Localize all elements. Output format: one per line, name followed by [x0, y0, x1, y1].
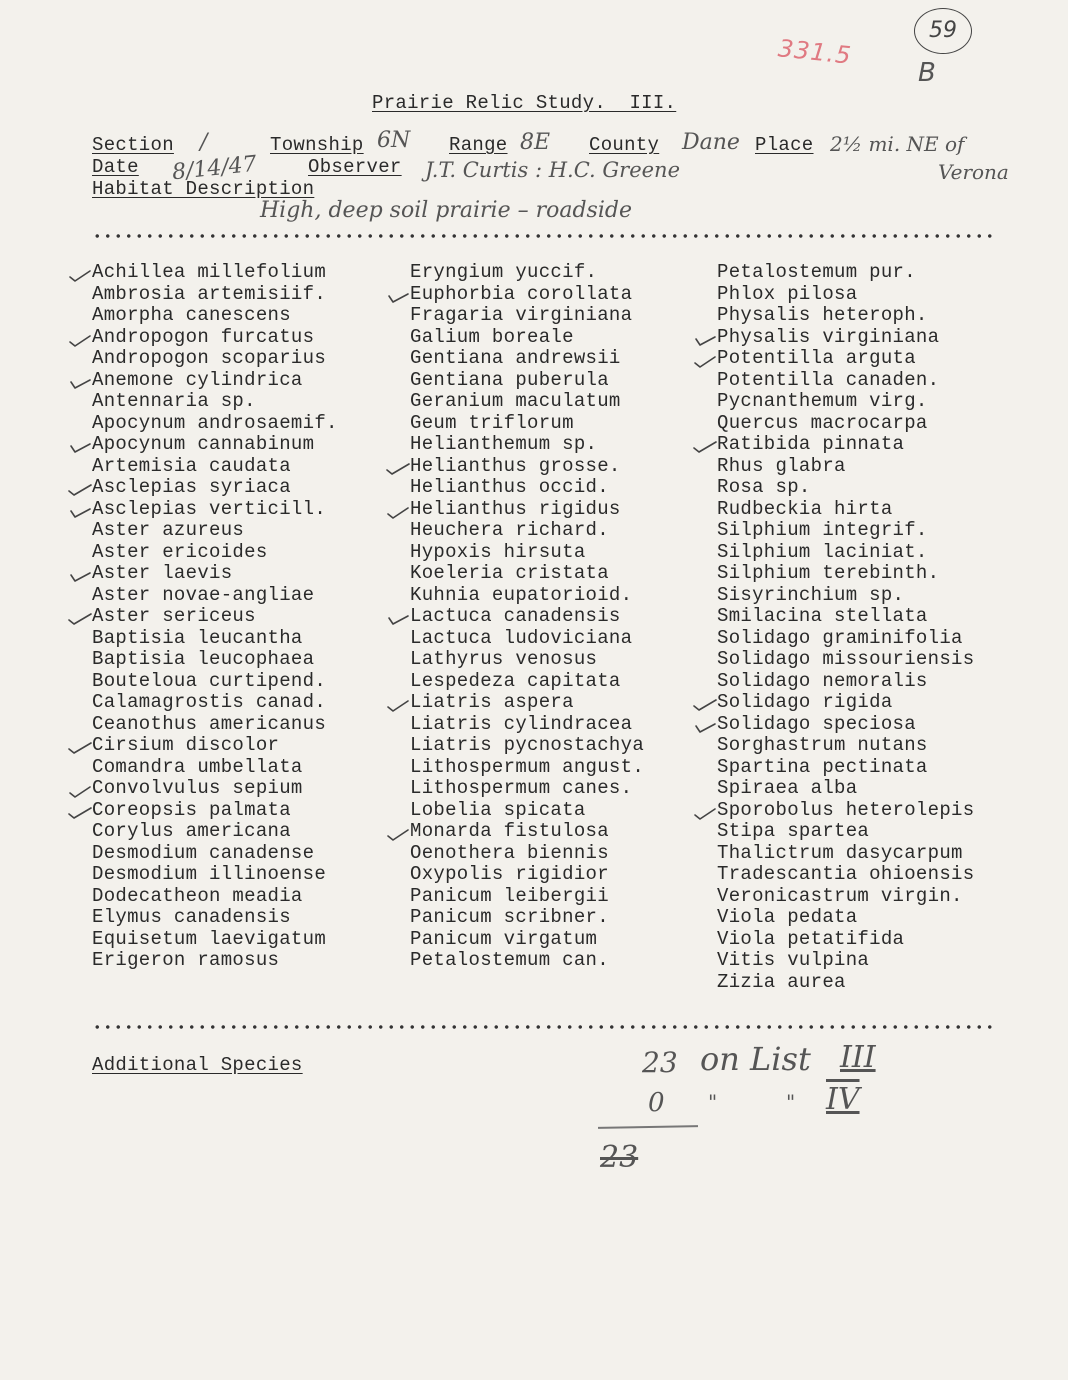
species-name: Apocynum cannabinum	[92, 433, 315, 455]
species-row	[717, 649, 974, 671]
species-row	[410, 628, 644, 650]
species-name: Equisetum laevigatum	[92, 927, 327, 950]
species-name: Eryngium yuccif.	[410, 261, 598, 283]
section-value: /	[200, 130, 208, 155]
checkmark-icon	[693, 714, 717, 735]
species-name: Helianthus occid.	[410, 476, 609, 498]
checkmark-icon	[386, 284, 410, 305]
species-name: Geum triflorum	[410, 411, 574, 434]
species-name: Gentiana andrewsii	[410, 347, 621, 369]
species-name: Helianthus grosse.	[410, 454, 621, 477]
species-row	[717, 950, 974, 972]
species-name: Aster novae-angliae	[92, 583, 315, 606]
species-row	[410, 714, 644, 736]
checkmark-icon	[386, 821, 410, 842]
species-row	[717, 821, 974, 843]
species-name: Solidago missouriensis	[717, 648, 975, 670]
species-name: Ceanothus americanus	[92, 712, 327, 735]
species-name: Erigeron ramosus	[92, 949, 280, 971]
species-row	[410, 671, 644, 693]
ditto-mark-2: "	[786, 1090, 796, 1114]
species-row	[410, 735, 644, 757]
species-name: Panicum virgatum	[410, 927, 598, 950]
species-name: Panicum scribner.	[410, 906, 609, 928]
species-name: Helianthus rigidus	[410, 497, 621, 520]
species-name: Lathyrus venosus	[410, 648, 598, 670]
species-row	[410, 800, 644, 822]
list-three-text: on List	[700, 1040, 811, 1078]
species-row	[92, 391, 338, 413]
species-row	[717, 714, 974, 736]
species-name: Solidago rigida	[717, 691, 893, 713]
species-row	[92, 692, 338, 714]
list-three-number: III	[840, 1040, 876, 1075]
species-name: Lithospermum canes.	[410, 777, 633, 799]
species-row	[410, 843, 644, 865]
section-label: Section	[92, 134, 174, 156]
checkmark-icon	[68, 735, 92, 756]
species-row	[717, 542, 974, 564]
species-row	[410, 262, 644, 284]
species-name: Oenothera biennis	[410, 841, 609, 864]
species-row	[92, 563, 338, 585]
species-name: Phlox pilosa	[717, 282, 858, 305]
checkmark-icon	[68, 262, 92, 283]
total-count: 23	[600, 1140, 639, 1175]
species-row	[717, 456, 974, 478]
species-row	[92, 305, 338, 327]
checkmark-icon	[68, 563, 92, 584]
checkmark-icon	[68, 499, 92, 520]
species-name: Amorpha canescens	[92, 304, 291, 326]
species-name: Tradescantia ohioensis	[717, 863, 975, 885]
list-three-count: 23	[642, 1046, 678, 1079]
species-name: Rosa sp.	[717, 476, 811, 498]
dotted-divider-bottom	[92, 1025, 998, 1029]
list-four-count: 0	[648, 1088, 665, 1118]
species-row	[92, 606, 338, 628]
species-row	[410, 757, 644, 779]
species-name: Smilacina stellata	[717, 605, 928, 627]
species-name: Rudbeckia hirta	[717, 497, 893, 520]
species-row	[92, 477, 338, 499]
species-name: Helianthemum sp.	[410, 433, 598, 455]
species-row	[92, 735, 338, 757]
species-row	[92, 778, 338, 800]
species-row	[92, 413, 338, 435]
species-name: Heuchera richard.	[410, 519, 609, 541]
species-name: Gentiana puberula	[410, 368, 609, 391]
species-name: Hypoxis hirsuta	[410, 540, 586, 563]
place-label: Place	[755, 134, 814, 156]
species-row	[410, 499, 644, 521]
species-row	[717, 606, 974, 628]
species-row	[717, 327, 974, 349]
ditto-mark-1: "	[708, 1090, 718, 1114]
species-row	[717, 477, 974, 499]
species-row	[92, 499, 338, 521]
checkmark-icon	[68, 778, 92, 799]
species-name: Liatris cylindracea	[410, 712, 633, 735]
county-value: Dane	[682, 130, 740, 155]
list-four-number: IV	[826, 1082, 860, 1117]
checkmark-icon	[386, 692, 410, 713]
species-row	[92, 864, 338, 886]
species-name: Dodecatheon meadia	[92, 884, 303, 907]
species-name: Solidago graminifolia	[717, 626, 963, 649]
species-row	[410, 477, 644, 499]
species-row	[92, 800, 338, 822]
observer-value: J.T. Curtis : H.C. Greene	[425, 158, 681, 182]
species-name: Cirsium discolor	[92, 734, 280, 756]
checkmark-icon	[693, 692, 717, 713]
species-name: Lactuca canadensis	[410, 605, 621, 627]
species-row	[92, 348, 338, 370]
checkmark-icon	[386, 606, 410, 627]
species-name: Fragaria virginiana	[410, 304, 633, 326]
species-name: Physalis virginiana	[717, 325, 940, 348]
species-row	[410, 950, 644, 972]
species-row	[92, 628, 338, 650]
species-name: Calamagrostis canad.	[92, 691, 327, 713]
species-name: Galium boreale	[410, 325, 574, 348]
species-row	[410, 520, 644, 542]
species-row	[410, 585, 644, 607]
species-name: Andropogon furcatus	[92, 325, 315, 348]
species-row	[92, 434, 338, 456]
species-row	[717, 735, 974, 757]
species-name: Lespedeza capitata	[410, 669, 621, 692]
species-name: Ratibida pinnata	[717, 433, 905, 455]
species-name: Petalostemum pur.	[717, 261, 916, 283]
species-row	[92, 907, 338, 929]
species-row	[410, 907, 644, 929]
species-column-1	[92, 262, 338, 972]
species-name: Ambrosia artemisiif.	[92, 282, 327, 305]
species-name: Koeleria cristata	[410, 562, 609, 584]
species-name: Spartina pectinata	[717, 755, 928, 778]
species-row	[92, 542, 338, 564]
species-row	[92, 671, 338, 693]
species-name: Corylus americana	[92, 820, 291, 842]
species-row	[410, 456, 644, 478]
species-name: Aster azureus	[92, 519, 245, 541]
species-name: Antennaria sp.	[92, 390, 256, 412]
place-value: 2½ mi. NE of	[830, 132, 965, 156]
species-name: Silphium integrif.	[717, 519, 928, 541]
species-row	[717, 563, 974, 585]
species-row	[717, 800, 974, 822]
species-row	[717, 262, 974, 284]
species-row	[717, 370, 974, 392]
checkmark-icon	[693, 434, 717, 455]
species-name: Silphium terebinth.	[717, 562, 940, 584]
species-name: Sporobolus heterolepis	[717, 798, 975, 821]
species-row	[92, 821, 338, 843]
species-row	[92, 520, 338, 542]
species-name: Thalictrum dasycarpum	[717, 841, 963, 864]
species-row	[92, 886, 338, 908]
species-row	[717, 413, 974, 435]
species-row	[717, 972, 974, 994]
date-label: Date	[92, 156, 139, 178]
species-name: Asclepias syriaca	[92, 476, 291, 498]
checkmark-icon	[68, 477, 92, 498]
letter-mark: B	[918, 58, 936, 88]
species-row	[410, 348, 644, 370]
species-row	[717, 778, 974, 800]
species-row	[92, 649, 338, 671]
species-name: Coreopsis palmata	[92, 798, 291, 821]
species-row	[410, 391, 644, 413]
species-row	[410, 434, 644, 456]
species-row	[92, 714, 338, 736]
species-row	[410, 778, 644, 800]
checkmark-icon	[68, 434, 92, 455]
checkmark-icon	[68, 370, 92, 391]
dotted-divider-top	[92, 234, 998, 238]
species-row	[92, 262, 338, 284]
species-row	[92, 843, 338, 865]
species-row	[410, 886, 644, 908]
sum-line	[598, 1125, 698, 1128]
species-name: Liatris pycnostachya	[410, 734, 645, 756]
place-value-continued: Verona	[938, 160, 1009, 184]
species-name: Panicum leibergii	[410, 884, 609, 907]
species-row	[92, 284, 338, 306]
species-name: Geranium maculatum	[410, 390, 621, 412]
species-row	[410, 370, 644, 392]
species-row	[717, 305, 974, 327]
species-row	[717, 499, 974, 521]
species-name: Spiraea alba	[717, 777, 858, 799]
species-row	[717, 391, 974, 413]
species-name: Viola pedata	[717, 906, 858, 928]
red-annotation-number: 331.5	[776, 34, 853, 70]
species-name: Aster laevis	[92, 562, 233, 584]
range-label: Range	[449, 134, 508, 156]
species-row	[717, 843, 974, 865]
species-row	[410, 929, 644, 951]
species-row	[717, 585, 974, 607]
species-name: Stipa spartea	[717, 820, 870, 842]
species-name: Sorghastrum nutans	[717, 734, 928, 756]
circled-page-number: 59	[914, 8, 972, 54]
observer-label: Observer	[308, 156, 402, 178]
species-row	[92, 585, 338, 607]
species-row	[717, 628, 974, 650]
species-row	[410, 563, 644, 585]
document-title: Prairie Relic Study. III.	[372, 92, 677, 114]
species-name: Liatris aspera	[410, 691, 574, 713]
species-row	[410, 327, 644, 349]
checkmark-icon	[386, 499, 410, 520]
species-row	[410, 649, 644, 671]
species-row	[717, 284, 974, 306]
species-name: Viola petatifida	[717, 927, 905, 950]
species-name: Lithospermum angust.	[410, 755, 645, 778]
species-name: Sisyrinchium sp.	[717, 583, 905, 606]
species-name: Anemone cylindrica	[92, 368, 303, 391]
species-row	[410, 542, 644, 564]
species-name: Aster sericeus	[92, 605, 256, 627]
species-name: Physalis heteroph.	[717, 304, 928, 326]
species-row	[717, 434, 974, 456]
species-row	[92, 757, 338, 779]
species-name: Elymus canadensis	[92, 906, 291, 928]
species-column-2	[410, 262, 644, 972]
species-row	[410, 284, 644, 306]
checkmark-icon	[68, 327, 92, 348]
range-value: 8E	[520, 130, 551, 155]
checkmark-icon	[693, 800, 717, 821]
species-name: Achillea millefolium	[92, 261, 327, 283]
species-name: Apocynum androsaemif.	[92, 411, 338, 434]
species-row	[717, 348, 974, 370]
additional-species-label: Additional Species	[92, 1054, 303, 1076]
species-name: Baptisia leucophaea	[92, 648, 315, 670]
species-row	[717, 907, 974, 929]
species-row	[410, 305, 644, 327]
species-name: Andropogon scoparius	[92, 347, 327, 369]
species-row	[717, 864, 974, 886]
species-name: Potentilla canaden.	[717, 368, 940, 391]
checkmark-icon	[693, 327, 717, 348]
species-name: Pycnanthemum virg.	[717, 390, 928, 412]
species-name: Desmodium illinoense	[92, 863, 327, 885]
species-row	[410, 692, 644, 714]
species-row	[92, 929, 338, 951]
species-name: Monarda fistulosa	[410, 820, 609, 842]
species-name: Desmodium canadense	[92, 841, 315, 864]
species-row	[92, 456, 338, 478]
species-row	[717, 886, 974, 908]
species-row	[717, 692, 974, 714]
township-label: Township	[270, 134, 364, 156]
species-name: Silphium laciniat.	[717, 540, 928, 563]
species-name: Lactuca ludoviciana	[410, 626, 633, 649]
species-name: Solidago speciosa	[717, 712, 916, 735]
species-name: Veronicastrum virgin.	[717, 884, 963, 907]
checkmark-icon	[68, 606, 92, 627]
species-name: Kuhnia eupatorioid.	[410, 583, 633, 606]
habitat-label: Habitat Description	[92, 178, 315, 200]
species-name: Quercus macrocarpa	[717, 411, 928, 434]
county-label: County	[589, 134, 660, 156]
species-row	[717, 929, 974, 951]
species-row	[92, 370, 338, 392]
date-value: 8/14/47	[170, 151, 258, 186]
species-name: Vitis vulpina	[717, 949, 870, 971]
species-name: Aster ericoides	[92, 540, 268, 563]
species-row	[717, 520, 974, 542]
species-row	[410, 864, 644, 886]
species-name: Artemisia caudata	[92, 454, 291, 477]
species-row	[410, 413, 644, 435]
species-column-3	[717, 262, 974, 993]
checkmark-icon	[68, 800, 92, 821]
species-row	[410, 606, 644, 628]
species-name: Rhus glabra	[717, 454, 846, 477]
species-name: Bouteloua curtipend.	[92, 669, 327, 692]
species-name: Solidago nemoralis	[717, 669, 928, 692]
species-row	[92, 950, 338, 972]
species-name: Zizia aurea	[717, 970, 846, 993]
species-name: Euphorbia corollata	[410, 282, 633, 305]
habitat-value: High, deep soil prairie – roadside	[260, 198, 632, 223]
species-row	[717, 757, 974, 779]
checkmark-icon	[386, 456, 410, 477]
checkmark-icon	[693, 348, 717, 369]
species-row	[92, 327, 338, 349]
species-name: Potentilla arguta	[717, 347, 916, 369]
species-name: Baptisia leucantha	[92, 626, 303, 649]
species-name: Petalostemum can.	[410, 949, 609, 971]
township-value: 6N	[377, 128, 411, 153]
species-name: Comandra umbellata	[92, 755, 303, 778]
species-row	[717, 671, 974, 693]
species-name: Lobelia spicata	[410, 798, 586, 821]
species-row	[410, 821, 644, 843]
species-name: Asclepias verticill.	[92, 497, 327, 520]
species-name: Oxypolis rigidior	[410, 863, 609, 885]
species-name: Convolvulus sepium	[92, 777, 303, 799]
